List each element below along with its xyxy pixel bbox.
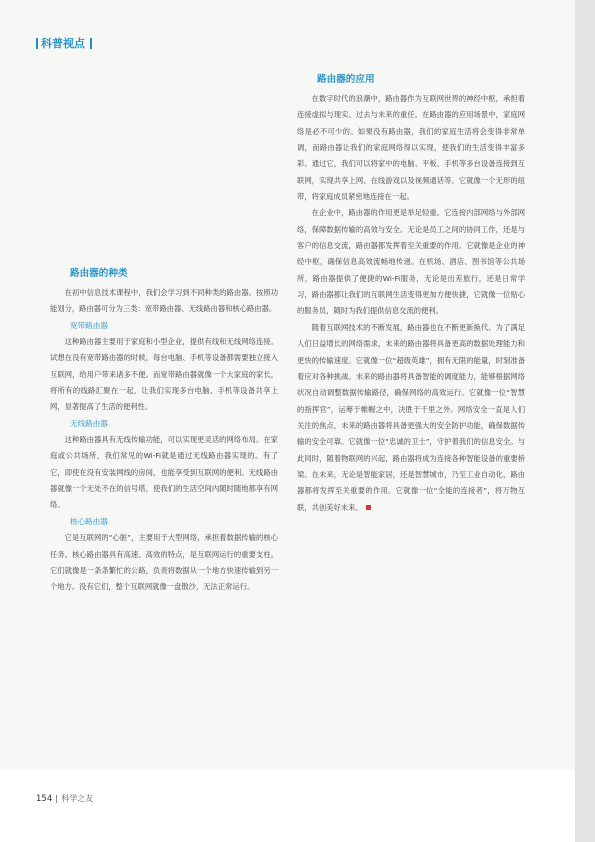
paragraph-core-router: 它是互联网的“心脏”，主要用于大型网络，承担着数据传输的核心任务。核心路由器具有高速、高效的特点，是互联网运行的重要支柱。它们就像是一条条繁忙的公路，负责将数据从一个地方快速传输到另一个地方。没有它们，整个互联网就像一盘散沙，无法正常运行。: [50, 533, 278, 592]
section-header: [36, 35, 92, 51]
magazine-name: 科学之友: [61, 794, 94, 803]
right-column: [297, 70, 525, 516]
left-intro-paragraph: 在初中信息技术课程中，我们会学习到不同种类的路由器。按照功能划分，路由器可分为三类：宽带路由器、无线路由器和核心路由器。: [50, 288, 278, 314]
left-column: [50, 264, 278, 596]
subtitle-wireless-router: 无线路由器: [70, 418, 108, 428]
header-bar-left: [36, 38, 38, 49]
subtitle-broadband-router: 宽带路由器: [70, 320, 108, 330]
page-footer: [36, 793, 93, 804]
footer-divider: [56, 795, 57, 803]
paragraph-broadband-router: 这种路由器主要用于家庭和小型企业，提供有线和无线网络连接。试想在没有宽带路由器的时候，每台电脑、手机等设备都需要独立接入互联网，给用户带来诸多不便。而宽带路由器就像一个大家庭的家长，将所有的线路汇聚在一起，让我们实现多台电脑、手机等设备共享上网，显著提高了生活的便利性。: [50, 337, 278, 412]
section-label: 科普视点: [41, 37, 85, 50]
paragraph-future-text: 随着互联网技术的不断发展，路由器也在不断更新换代。为了满足人们日益增长的网络需求，未来的路由器将具备更高的数据处理能力和更快的传输速度。它就像一位“超级英雄”，拥有无限的能量，时刻准备着应对各种挑战。未来的路由器将具备智能的调度能力，能够根据网络状况自动调整数据传输路径，确保网络的高效运行。它就像一位“智慧的指挥官”，运筹于帷幄之中，决胜于千里之外。网络安全一直是人们关注的焦点，未来的路由器将具备更强大的安全防护功能，确保数据传输的安全可靠。它就像一位“忠诚的卫士”，守护着我们的信息安全。与此同时，随着物联网的兴起，路由器将成为连接各种智能设备的重要桥梁。在未来，无论是智能家居，还是智慧城市，乃至工业自动化，路由器都将发挥至关重要的作用。它就像一位“全能的连接者”，将万物互联，共创美好未来。: [297, 322, 525, 512]
header-bar-right: [90, 38, 92, 49]
paragraph-home-network: 在数字时代的浪潮中，路由器作为互联网世界的神经中枢，承担着连接虚拟与现实、过去与未来的重任。在路由器的应用场景中，家庭网络是必不可少的。如果没有路由器，我们的家庭生活将会变得非常单调，而路由器让我们的家庭网络得以实现，使我们的生活变得丰富多彩。通过它，我们可以将家中的电脑、平板、手机等多台设备连接到互联网，实现共享上网、在线游戏以及视频通话等。它就像一个无形的纽带，将家庭成员紧密地连接在一起。: [297, 94, 525, 202]
right-column-title: 路由器的应用: [317, 74, 375, 85]
paragraph-wireless-router: 这种路由器具有无线传输功能，可以实现更灵活的网络布局。在家庭或公共场所，我们常见的Wi-Fi就是通过无线路由器实现的。有了它，即使在没有安装网线的房间，也能享受到互联网的便利。无线路由器就像一个无处不在的信号塔，使我们的生活空间内随时随地都享有网络。: [50, 435, 278, 510]
subtitle-core-router: 核心路由器: [70, 516, 108, 526]
paragraph-future: [297, 320, 525, 516]
page-number: 154: [36, 793, 53, 804]
page-edge-strip: [575, 0, 595, 842]
paragraph-enterprise: 在企业中，路由器的作用更是举足轻重。它连接内部网络与外部网络，保障数据传输的高效与安全。无论是员工之间的协同工作，还是与客户的信息交流，路由器都发挥着至关重要的作用。它就像是企业的神经中枢，确保信息高效流畅地传递。在机场、酒店、图书馆等公共场所，路由器提供了便捷的Wi-Fi服务，无论是出差旅行，还是日常学习，路由器都让我们的互联网生活变得更加方便快捷，它就像一位贴心的服务员，随时为我们提供信息交流的便利。: [297, 208, 525, 316]
left-column-title: 路由器的种类: [70, 268, 128, 279]
article-end-mark-icon: [366, 505, 371, 510]
